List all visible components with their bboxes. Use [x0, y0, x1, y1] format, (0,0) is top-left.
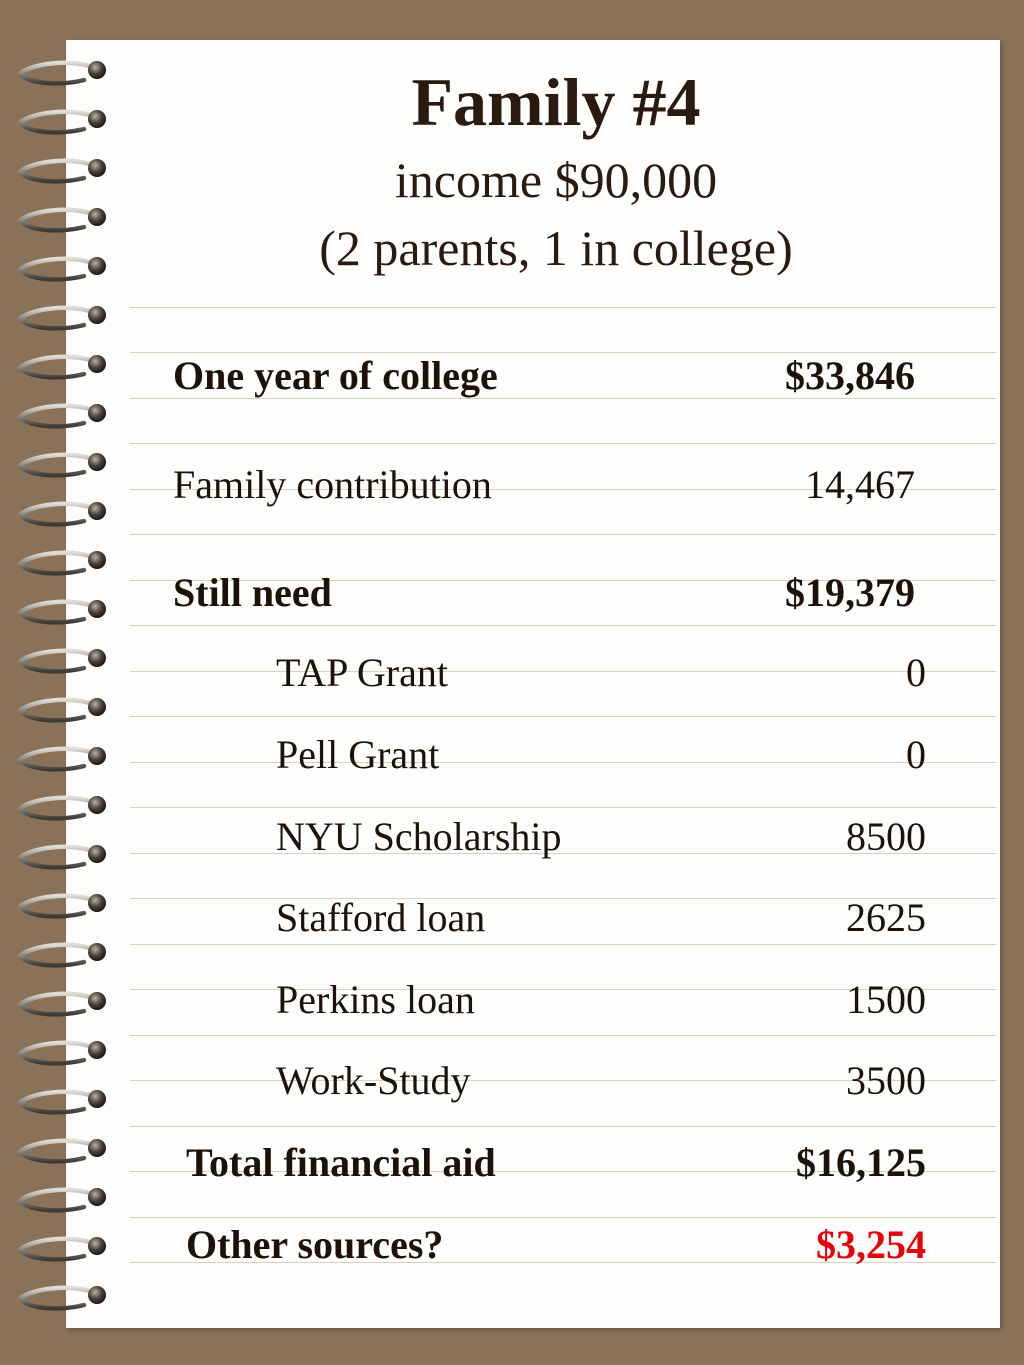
row-value: $19,379: [785, 570, 915, 615]
row-pell-grant: [0, 730, 1024, 780]
row-perkins-loan: [0, 975, 1024, 1025]
row-value: 3500: [846, 1058, 926, 1103]
row-total-aid: [0, 1138, 1024, 1188]
row-stafford-loan: [0, 893, 1024, 943]
row-label: Pell Grant: [276, 732, 440, 777]
row-label: NYU Scholarship: [276, 814, 562, 859]
row-label: Still need: [173, 570, 332, 615]
row-value: 2625: [846, 895, 926, 940]
row-value: 1500: [846, 977, 926, 1022]
row-label: One year of college: [173, 353, 498, 398]
row-value: $16,125: [796, 1140, 926, 1185]
row-nyu-scholarship: [0, 812, 1024, 862]
spiral-ring: [20, 698, 106, 720]
row-label: Other sources?: [186, 1222, 444, 1267]
spiral-ring: [20, 943, 106, 965]
spiral-ring: [20, 404, 106, 426]
row-value: 8500: [846, 814, 926, 859]
row-label: Family contribution: [173, 462, 492, 507]
row-college-cost: [0, 351, 1024, 401]
income-subtitle: income $90,000: [394, 152, 718, 208]
spiral-ring: [20, 1188, 106, 1210]
row-label: TAP Grant: [276, 650, 448, 695]
row-other-sources: [0, 1220, 1024, 1270]
spiral-ring: [20, 306, 106, 328]
row-label: Work-Study: [276, 1058, 471, 1103]
row-tap-grant: [0, 648, 1024, 698]
row-label: Total financial aid: [186, 1140, 496, 1185]
row-value: 0: [906, 650, 926, 695]
row-value: 0: [906, 732, 926, 777]
row-family-contribution: [0, 460, 1024, 510]
row-value: $33,846: [785, 353, 915, 398]
row-label: Stafford loan: [276, 895, 486, 940]
row-work-study: [0, 1056, 1024, 1106]
row-still-need: [0, 568, 1024, 618]
spiral-ring: [20, 1286, 106, 1308]
row-value-highlight: $3,254: [816, 1222, 926, 1267]
row-label: Perkins loan: [276, 977, 475, 1022]
row-value: 14,467: [805, 462, 915, 507]
household-subtitle: (2 parents, 1 in college): [319, 220, 793, 276]
page-title: Family #4: [411, 64, 701, 140]
